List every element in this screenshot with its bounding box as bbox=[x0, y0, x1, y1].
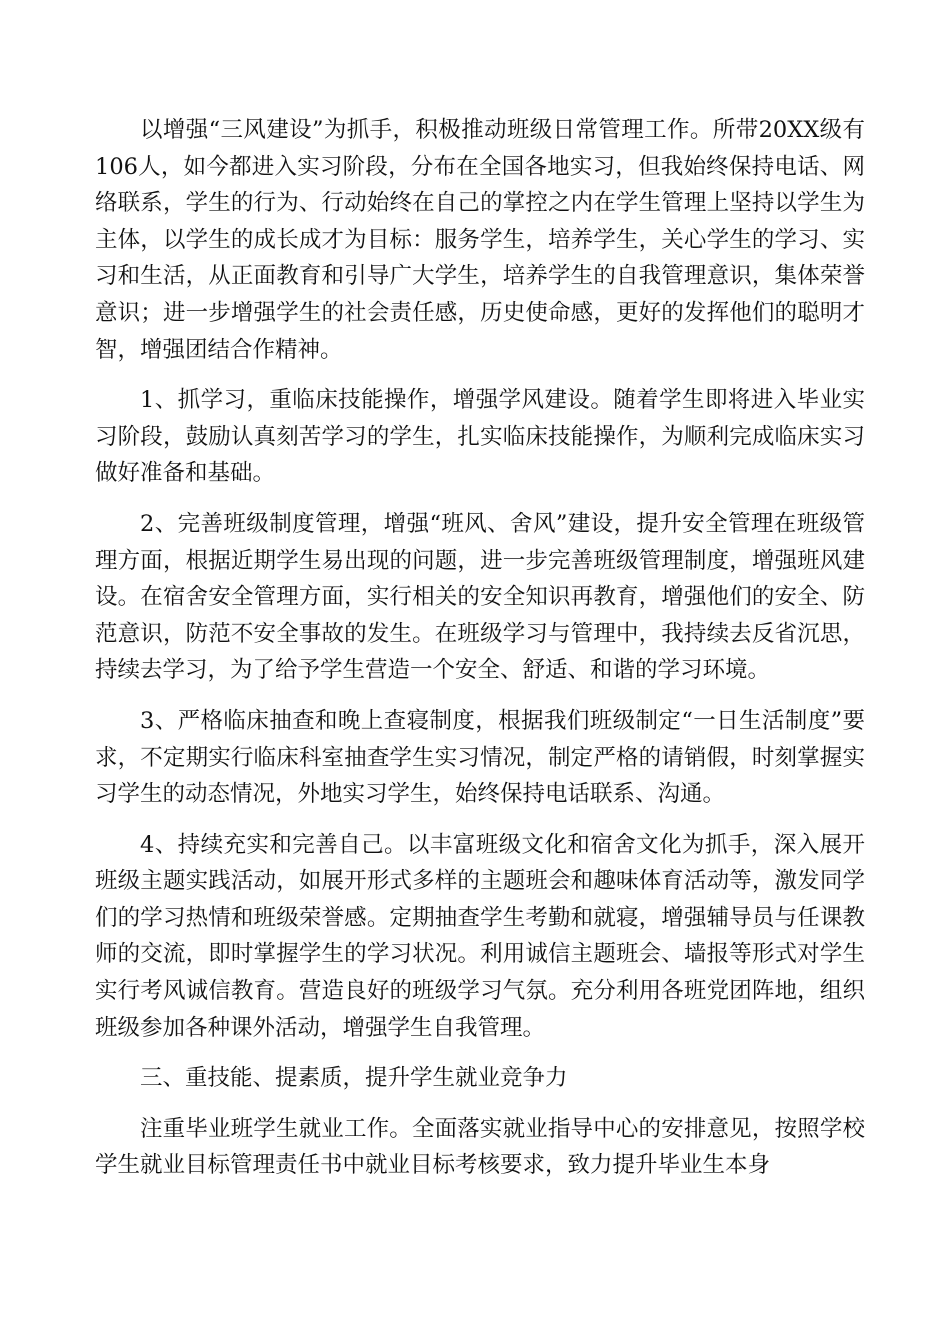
document-body bbox=[95, 112, 865, 1198]
paragraph-employment: 注重毕业班学生就业工作。全面落实就业指导中心的安排意见，按照学校学生就业目标管理责任书中就业目标考核要求，致力提升毕业生本身 bbox=[95, 1115, 865, 1179]
paragraph-item-4: 4、持续充实和完善自己。以丰富班级文化和宿舍文化为抓手，深入展开班级主题实践活动，如展开形式多样的主题班会和趣味体育活动等，激发同学们的学习热情和班级荣誉感。定期抽查学生考勤和就寝，增强辅导员与任课教师的交流，即时掌握学生的学习状况。利用诚信主题班会、墙报等形式对学生实行考风诚信教育。营造良好的班级学习气氛。充分利用各班党团阵地，组织班级参加各种课外活动，增强学生自我管理。 bbox=[95, 831, 865, 1041]
section-heading-3: 三、重技能、提素质，提升学生就业竞争力 bbox=[140, 1065, 568, 1092]
paragraph-item-3: 3、严格临床抽查和晚上查寝制度，根据我们班级制定“一日生活制度”要求，不定期实行临床科室抽查学生实习情况，制定严格的请销假，时刻掌握实习学生的动态情况，外地实习学生，始终保持电话联系、沟通。 bbox=[95, 707, 865, 808]
paragraph-intro: 以增强“三风建设”为抓手，积极推动班级日常管理工作。所带20XX级有106人，如今都进入实习阶段，分布在全国各地实习，但我始终保持电话、网络联系，学生的行为、行动始终在自己的掌控之内在学生管理上坚持以学生为主体，以学生的成长成才为目标：服务学生，培养学生，关心学生的学习、实习和生活，从正面教育和引导广大学生，培养学生的自我管理意识，集体荣誉意识；进一步增强学生的社会责任感，历史使命感，更好的发挥他们的聪明才智，增强团结合作精神。 bbox=[95, 117, 865, 363]
paragraph-item-2: 2、完善班级制度管理，增强“班风、舍风”建设，提升安全管理在班级管理方面，根据近期学生易出现的问题，进一步完善班级管理制度，增强班风建设。在宿舍安全管理方面，实行相关的安全知识再教育，增强他们的安全、防范意识，防范不安全事故的发生。在班级学习与管理中，我持续去反省沉思，持续去学习，为了给予学生营造一个安全、舒适、和谐的学习环境。 bbox=[95, 510, 865, 684]
paragraph-item-1: 1、抓学习，重临床技能操作，增强学风建设。随着学生即将进入毕业实习阶段，鼓励认真刻苦学习的学生，扎实临床技能操作，为顺利完成临床实习做好准备和基础。 bbox=[95, 387, 865, 487]
